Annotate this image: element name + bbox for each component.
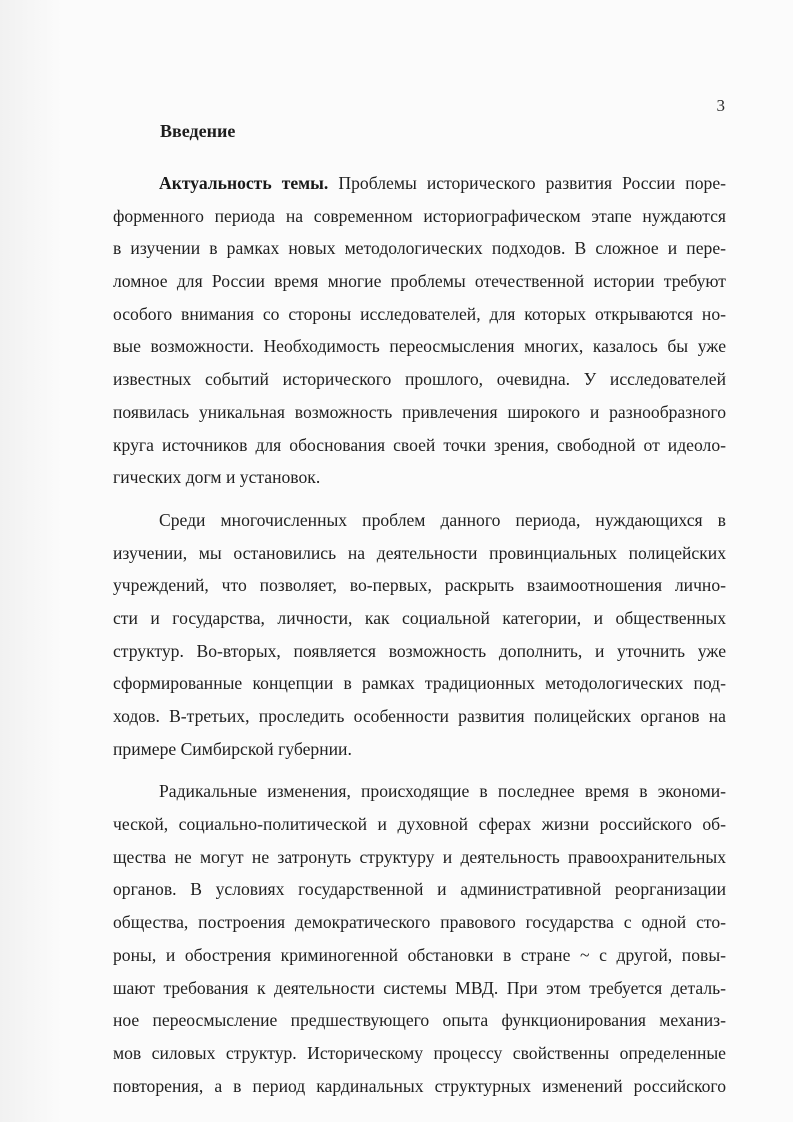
text-line: гических догм и установок. <box>113 467 321 488</box>
paragraph-relevance <box>113 167 726 494</box>
text-line: особого внимания со стороны исследователей, для которых открываются но- <box>113 303 726 324</box>
scan-shadow <box>0 0 62 1122</box>
text-line: вые возможности. Необходимость переосмысления многих, казалось бы уже <box>113 336 726 357</box>
text-line: учреждений, что позволяет, во-первых, раскрыть взаимоотношения лично- <box>113 575 726 596</box>
text-line: ное переосмысление предшествующего опыта функционирования механиз- <box>113 1010 726 1031</box>
section-heading: Введение <box>160 121 236 141</box>
text-line: изучении, мы остановились на деятельности провинциальных полицейских <box>113 542 726 563</box>
text-line: форменного периода на современном историографическом этапе нуждаются <box>113 205 726 226</box>
text-line: Радикальные изменения, происходящие в последнее время в экономи- <box>159 781 726 802</box>
text-line: роны, и обострения криминогенной обстановки в стране ~ с другой, повы- <box>113 944 726 965</box>
text-line: ломное для России время многие проблемы отечественной истории требуют <box>113 271 726 292</box>
text-line: Среди многочисленных проблем данного периода, нуждающихся в <box>159 509 726 530</box>
text-line: щества не могут не затронуть структуру и деятельность правоохранительных <box>113 846 726 867</box>
relevance-lead: Актуальность темы. <box>159 173 329 193</box>
text-line: мов силовых структур. Историческому процессу свойственны определенные <box>113 1042 726 1063</box>
text-line: шают требования к деятельности системы МВД. При этом требуется деталь- <box>113 977 726 998</box>
text-line: известных событий исторического прошлого, очевидна. У исследователей <box>113 369 726 390</box>
text-run: Проблемы исторического развития России поре- <box>338 173 726 193</box>
text-line: повторения, а в период кардинальных структурных изменений российского <box>113 1075 726 1096</box>
text-line: сформированные концепции в рамках традиционных методологических под- <box>113 673 726 694</box>
text-line: примере Симбирской губернии. <box>113 738 352 759</box>
text-line: структур. Во-вторых, появляется возможность дополнить, и уточнить уже <box>113 640 726 661</box>
text-line: круга источников для обоснования своей точки зрения, свободной от идеоло- <box>113 434 726 455</box>
text-line: органов. В условиях государственной и административной реорганизации <box>113 879 726 900</box>
text-line: ходов. В-третьих, проследить особенности развития полицейских органов на <box>113 706 726 726</box>
paragraph-research-focus <box>113 504 726 766</box>
text-line: общества, построения демократического правового государства с одной сто- <box>113 912 726 933</box>
text-line: ческой, социально-политической и духовной сферах жизни российского об- <box>113 814 726 835</box>
text-line: появилась уникальная возможность привлечения широкого и разнообразного <box>113 401 726 422</box>
body-text <box>113 167 726 1102</box>
paragraph-radical-changes <box>113 775 726 1102</box>
text-line: сти и государства, личности, как социальной категории, и общественных <box>113 607 726 628</box>
text-line: в изучении в рамках новых методологических подходов. В сложное и пере- <box>113 238 726 259</box>
text-line <box>113 167 726 200</box>
page-number: 3 <box>716 96 725 115</box>
